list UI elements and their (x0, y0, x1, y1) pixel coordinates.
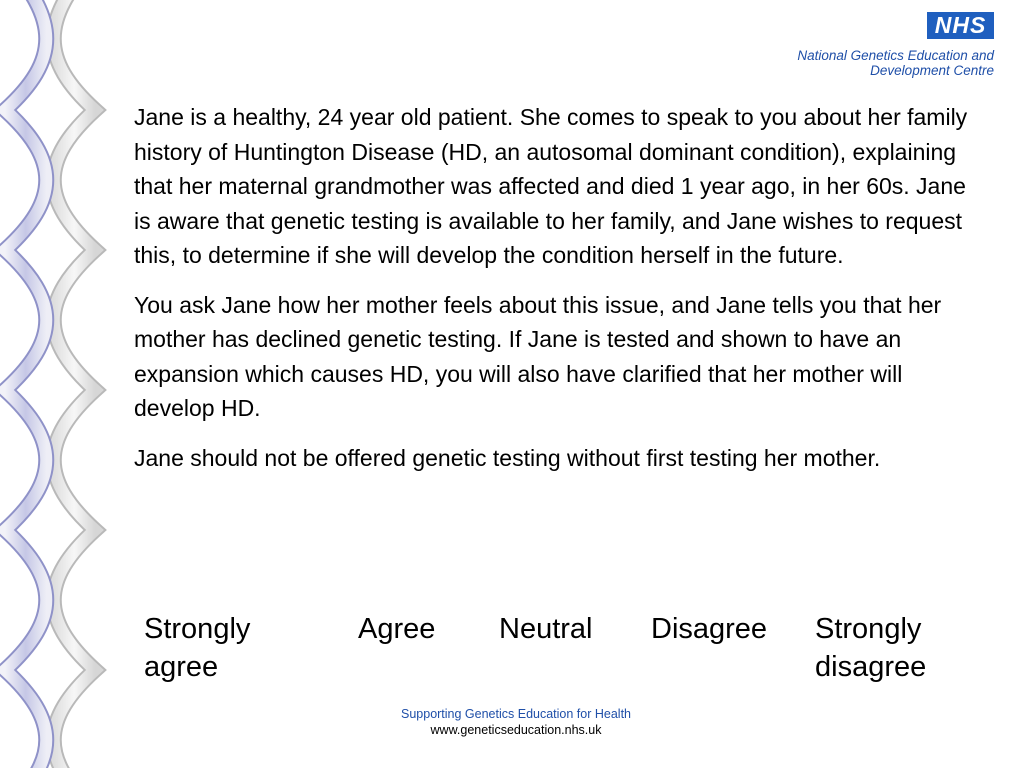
option-disagree[interactable]: Disagree (651, 613, 768, 645)
nhs-logo-block (724, 12, 994, 78)
option-agree[interactable]: Agree (358, 613, 436, 645)
footer (0, 706, 1024, 738)
footer-tagline: Supporting Genetics Education for Health (401, 707, 631, 721)
scenario-paragraph-1: Jane is a healthy, 24 year old patient. She comes to speak to you about her family history of Huntington Disease (HD, an autosomal dominant condition), explaining that her maternal grandmother was affected and died 1 year ago, in her 60s. Jane is aware that genetic testing is available to her family, and Jane wishes to request this, to determine if she will develop the condition herself in the future. (134, 104, 968, 268)
organisation-name (724, 48, 994, 78)
statement-paragraph: Jane should not be offered genetic testing without first testing her mother. (134, 444, 881, 471)
option-strongly-disagree[interactable]: Strongly disagree (815, 613, 927, 683)
organisation-name-line-1: National Genetics Education and (797, 48, 994, 63)
scenario-paragraph-2: You ask Jane how her mother feels about this issue, and Jane tells you that her mother has declined genetic testing. If Jane is tested and shown to have an expansion which causes HD, you will also have clarified that her mother will develop HD. (134, 291, 942, 421)
nhs-badge: NHS (927, 12, 994, 39)
organisation-name-line-2: Development Centre (870, 63, 994, 78)
footer-url[interactable]: www.geneticseducation.nhs.uk (430, 723, 602, 737)
likert-scale (0, 610, 1024, 690)
option-strongly-agree[interactable]: Strongly agree (144, 613, 251, 683)
scenario-text (134, 100, 986, 490)
option-neutral[interactable]: Neutral (499, 613, 593, 645)
